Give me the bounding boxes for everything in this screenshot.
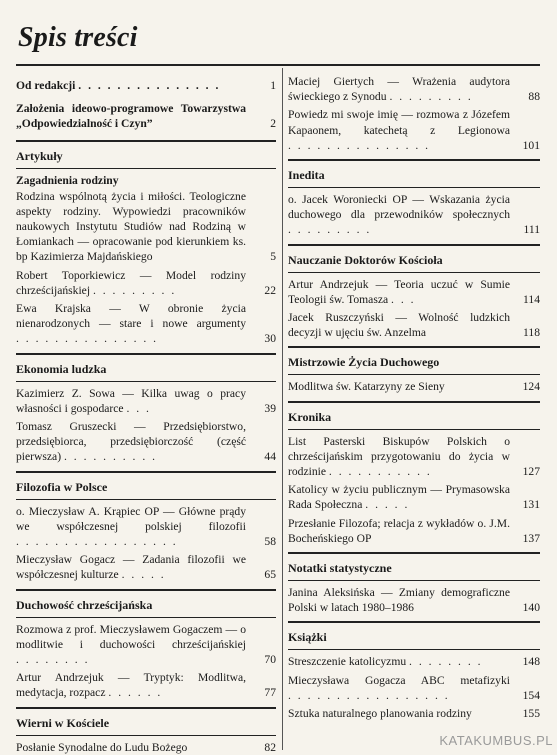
page-number: 118 — [523, 326, 540, 340]
toc-entry[interactable]: Artur Andrzejuk — Teoria uczuć w Sumie Teologii św. Tomasza . . . 114 — [288, 277, 540, 306]
toc-entry[interactable]: Mieczysława Gogacza ABC metafizyki . . . . . . . . . . . . . . . . . 154 — [288, 673, 540, 702]
subsection-heading-zagadnienia: Zagadnienia rodziny — [16, 173, 119, 187]
page-number: 39 — [264, 401, 276, 415]
page-number: 30 — [264, 332, 276, 346]
toc-entry[interactable]: Modlitwa św. Katarzyny ze Sieny 124 — [288, 380, 540, 394]
page-number: 111 — [523, 223, 540, 237]
page-number: 101 — [522, 138, 540, 152]
toc-entry[interactable]: Przesłanie Filozofa; relacja z wykładów o. J.M. Bocheńskiego OP 137 — [288, 516, 540, 545]
page-number: 58 — [264, 535, 276, 549]
section-heading-kronika: Kronika — [288, 401, 540, 430]
toc-entry[interactable]: Katolicy w życiu publicznym — Prymasowska Rada Społeczna . . . . . 131 — [288, 483, 540, 512]
toc-entry[interactable]: o. Mieczysław A. Krąpiec OP — Główne prądy we współczesnej polskiej filozofii . . . . . . . . . . . . . . . . . 58 — [16, 504, 276, 549]
toc-entry[interactable]: Powiedz mi swoje imię — rozmowa z Józefem Kapaonem, katechetą z Legionowa . . . . . . . . . . . . . . . 101 — [288, 108, 540, 152]
page-title: Spis treści — [18, 22, 138, 53]
page-number: 114 — [523, 292, 540, 306]
toc-entry[interactable]: Artur Andrzejuk — Tryptyk: Modlitwa, medytacja, rozpacz . . . . . . 77 — [16, 671, 276, 700]
page-number: 131 — [522, 498, 540, 512]
toc-entry[interactable]: List Pasterski Biskupów Polskich o chrześcijańskim przygotowaniu do życia w rodzinie . . . . . . . . . . . 127 — [288, 434, 540, 479]
page-number: 124 — [522, 380, 540, 394]
toc-entry[interactable]: Janina Aleksińska — Zmiany demograficzne Polski w latach 1980–1986 140 — [288, 586, 540, 615]
left-column — [16, 68, 276, 754]
watermark: KATAKUMBUS.PL — [439, 733, 553, 748]
title-rule — [16, 64, 540, 66]
section-heading-wierni: Wierni w Kościele — [16, 707, 276, 736]
page-number: 70 — [264, 653, 276, 667]
toc-entry[interactable]: Od redakcji . . . . . . . . . . . . . . . 1 — [16, 79, 276, 92]
section-heading-nauczanie: Nauczanie Doktorów Kościoła — [288, 244, 540, 273]
section-heading-filozofia: Filozofia w Polsce — [16, 471, 276, 500]
page-number: 88 — [528, 90, 540, 104]
section-heading-notatki: Notatki statystyczne — [288, 552, 540, 581]
toc-entry[interactable]: Założenia ideowo-programowe Towarzystwa „Odpowiedzialność i Czyn” 2 — [16, 102, 276, 131]
page-number: 77 — [264, 686, 276, 700]
toc-entry[interactable]: Robert Toporkiewicz — Model rodziny chrześcijańskiej . . . . . . . . . 22 — [16, 268, 276, 297]
toc-entry[interactable]: Streszczenie katolicyzmu . . . . . . . . 148 — [288, 655, 540, 669]
page-number: 82 — [264, 740, 276, 754]
toc-entry[interactable]: o. Jacek Woroniecki OP — Wskazania życia duchowego dla przewodników społecznych . . . . . . . . . 111 — [288, 193, 540, 237]
page-number: 2 — [270, 117, 276, 131]
toc-entry[interactable]: Tomasz Gruszecki — Przedsiębiorstwo, przedsiębiorca, przedsiębiorczość (część pierwsza) . . . . . . . . . . 44 — [16, 420, 276, 464]
page-number: 148 — [522, 655, 540, 669]
toc-entry[interactable]: Posłanie Synodalne do Ludu Bożego 82 — [16, 740, 276, 754]
page-number: 137 — [522, 531, 540, 545]
toc-entry[interactable]: Kazimierz Z. Sowa — Kilka uwag o pracy własności i gospodarce . . . 39 — [16, 386, 276, 415]
page-number: 155 — [522, 707, 540, 721]
page-number: 127 — [522, 465, 540, 479]
top-entries-right — [288, 68, 540, 153]
column-divider — [282, 68, 283, 750]
toc-entry[interactable]: Rodzina wspólnotą życia i miłości. Teologiczne aspekty rodziny. Wypowiedzi pracowników naukowych Instytutu Studiów nad Rodziną w Łomiankach — opracowanie pod kierunkiem ks. bp Kazimierza Majdańskiego 5 — [16, 189, 276, 264]
page-number: 1 — [270, 79, 276, 92]
toc-entry[interactable]: Maciej Giertych — Wrażenia audytora świeckiego z Synodu . . . . . . . . . 88 — [288, 75, 540, 104]
page-number: 154 — [522, 688, 540, 702]
page-number: 65 — [264, 568, 276, 582]
toc-entry[interactable]: Ewa Krajska — W obronie życia nienarodzonych — stare i nowe argumenty . . . . . . . . . . . . . . . 30 — [16, 302, 276, 346]
toc-entry[interactable]: Rozmowa z prof. Mieczysławem Gogaczem — o modlitwie i duchowości chrześcijańskiej . . . . . . . . 70 — [16, 622, 276, 667]
page-number: 140 — [522, 601, 540, 615]
section-heading-ksiazki: Książki — [288, 621, 540, 650]
page-number: 5 — [270, 250, 276, 264]
section-heading-artykuly: Artykuły — [16, 140, 276, 169]
section-heading-ekonomia: Ekonomia ludzka — [16, 353, 276, 382]
toc-entry[interactable]: Sztuka naturalnego planowania rodziny 155 — [288, 707, 540, 721]
page-number: 44 — [264, 450, 276, 464]
top-entries-left — [16, 68, 276, 132]
section-heading-inedita: Inedita — [288, 159, 540, 188]
section-heading-mistrzowie: Mistrzowie Życia Duchowego — [288, 346, 540, 375]
page-number: 22 — [264, 283, 276, 297]
section-heading-duchowosc: Duchowość chrześcijańska — [16, 589, 276, 618]
toc-entry[interactable]: Jacek Ruszczyński — Wolność ludzkich decyzji w ujęciu św. Anzelma 118 — [288, 311, 540, 340]
right-column — [288, 68, 540, 750]
toc-entry[interactable]: Mieczysław Gogacz — Zadania filozofii we współczesnej kulturze . . . . . 65 — [16, 553, 276, 582]
